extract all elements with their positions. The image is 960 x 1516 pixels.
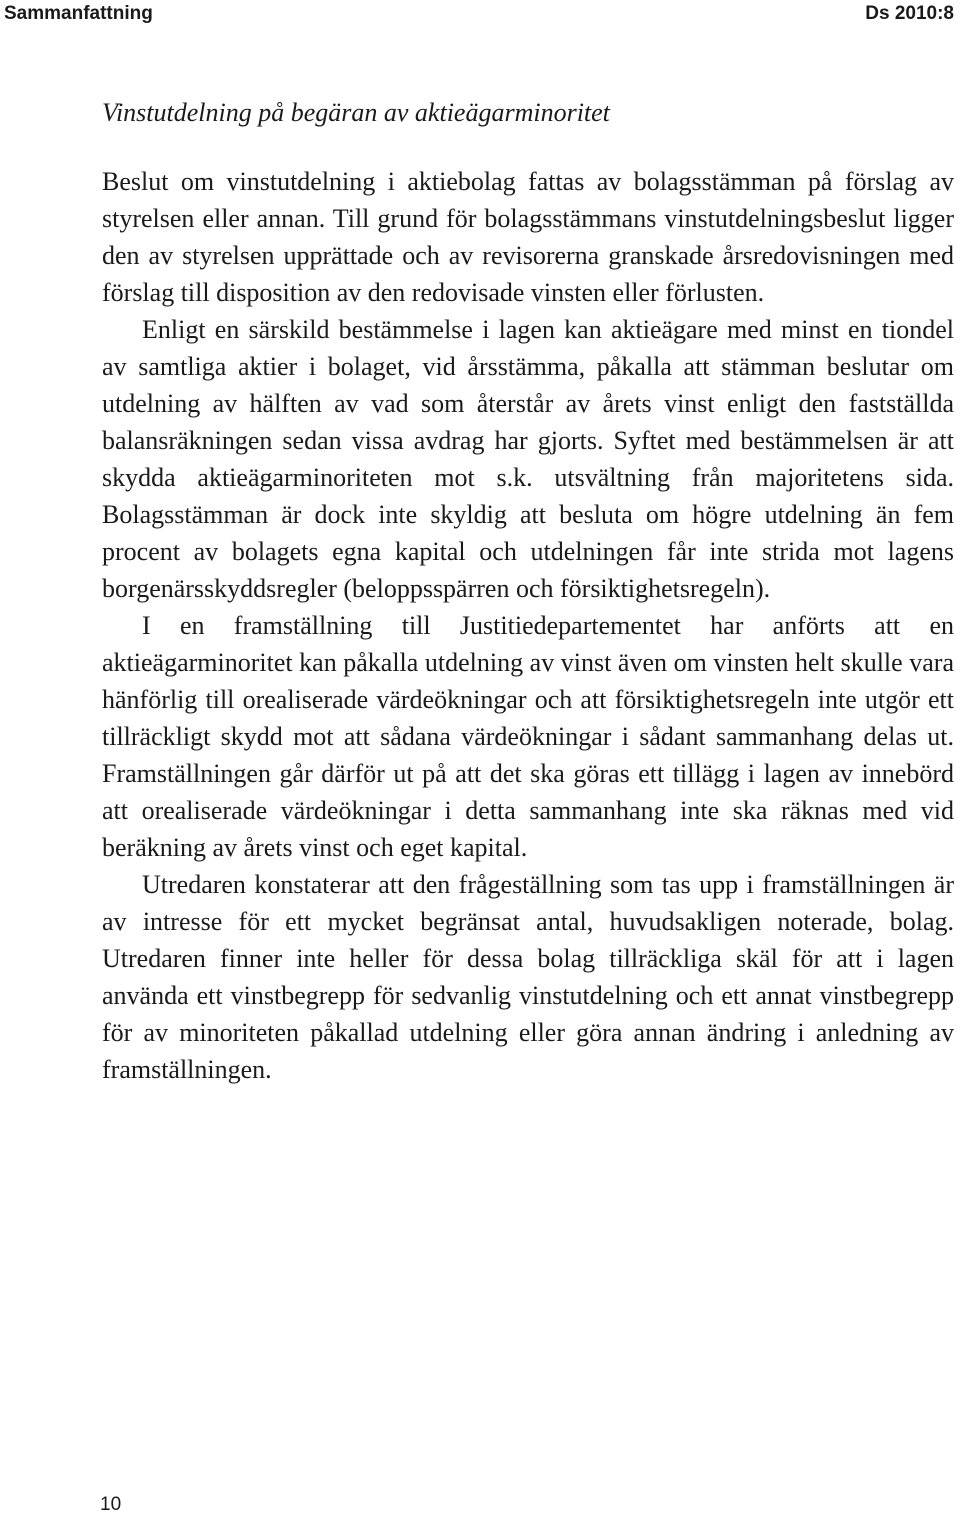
paragraph-1: Beslut om vinstutdelning i aktiebolag fattas av bolagsstämman på förslag av styrelsen eller annan. Till grund för bolagsstämmans vinstutdelningsbeslut ligger den av styrelsen upprättade och av revisorerna granskade årsredovisningen med förslag till disposition av den redovisade vinsten eller förlusten. xyxy=(102,167,954,307)
paragraph-2: Enligt en särskild bestämmelse i lagen kan aktieägare med minst en tiondel av samtliga aktier i bolaget, vid årsstämma, påkalla att stämman beslutar om utdelning av hälften av vad som återstår av årets vinst enligt den fastställda balansräkningen sedan vissa avdrag har gjorts. Syftet med bestämmelsen är att skydda aktieägarminoriteten mot s.k. utsvältning från majoritetens sida. Bolagsstämman är dock inte skyldig att besluta om högre utdelning än fem procent av bolagets egna kapital och utdelningen får inte strida mot lagens borgenärsskyddsregler (beloppsspärren och försiktighetsregeln). xyxy=(102,315,954,603)
paragraph-3: I en framställning till Justitiedepartementet har anförts att en aktieägarminoritet kan påkalla utdelning av vinst även om vinsten helt skulle vara hänförlig till orealiserade värdeökningar och att försiktighetsregeln inte utgör ett tillräckligt skydd mot att sådana värdeökningar i sådant sammanhang delas ut. Framställningen går därför ut på att det ska göras ett tillägg i lagen av innebörd att orealiserade värdeökningar i detta sammanhang inte ska räknas med vid beräkning av årets vinst och eget kapital. xyxy=(102,611,954,862)
page-content xyxy=(102,94,954,1088)
running-header xyxy=(0,0,960,32)
section-heading: Vinstutdelning på begäran av aktieägarminoritet xyxy=(102,98,610,127)
page-number: 10 xyxy=(100,1494,122,1515)
header-document-id: Ds 2010:8 xyxy=(865,3,954,24)
paragraph-4: Utredaren konstaterar att den frågeställning som tas upp i framställningen är av intresse för ett mycket begränsat antal, huvudsakligen noterade, bolag. Utredaren finner inte heller för dessa bolag tillräckliga skäl för att i lagen använda ett vinstbegrepp för sedvanlig vinstutdelning och ett annat vinstbegrepp för av minoriteten påkallad utdelning eller göra annan ändring i anledning av framställningen. xyxy=(102,870,954,1084)
header-section-title: Sammanfattning xyxy=(4,3,153,24)
